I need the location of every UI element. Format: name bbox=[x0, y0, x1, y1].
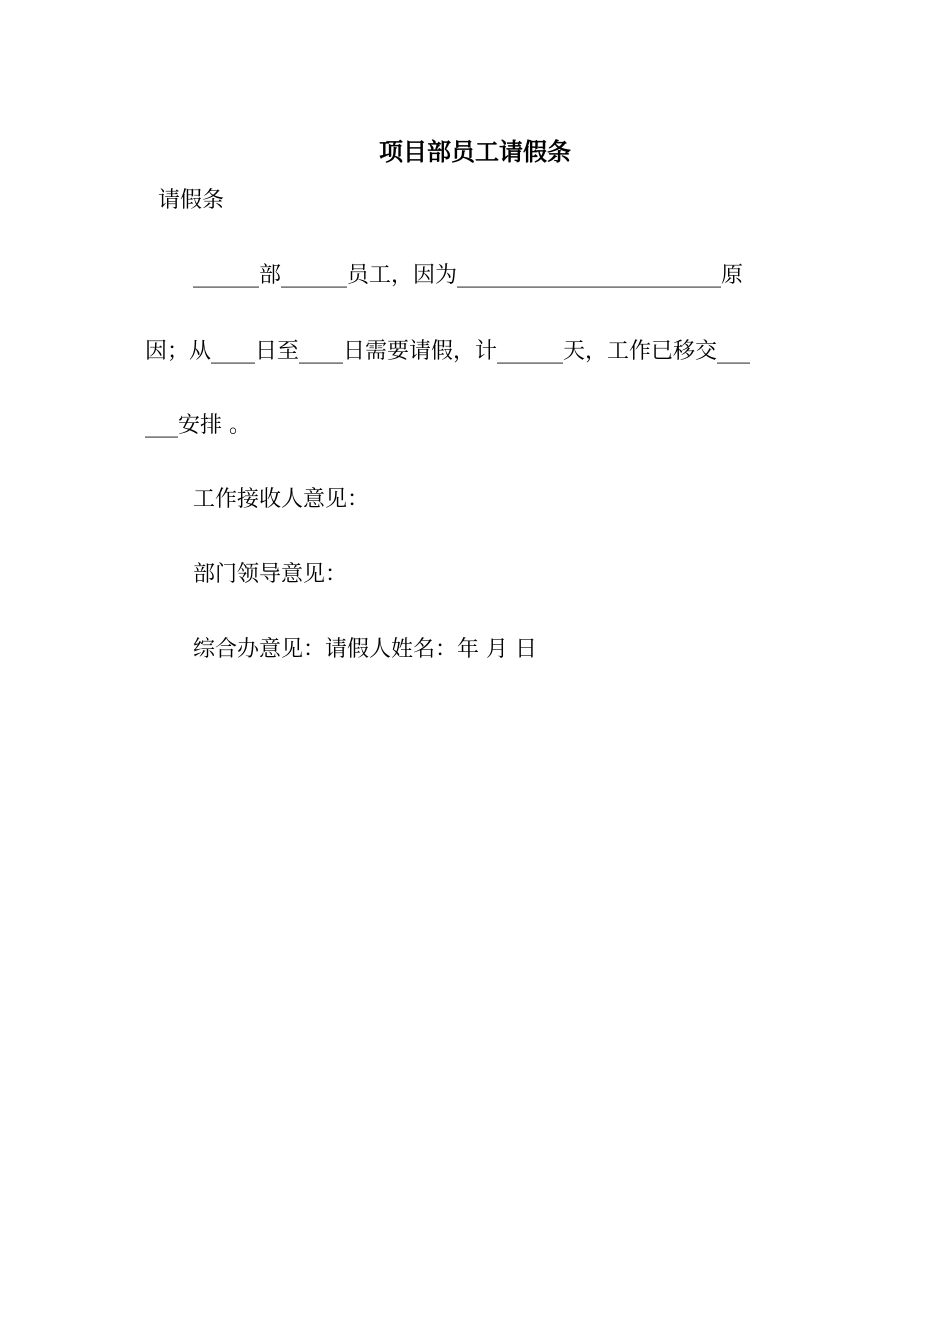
leave-request-body-line-2: 因；从____日至____日需要请假，计______天，工作已移交___ bbox=[145, 339, 751, 364]
general-office-opinion-label: 综合办意见：请假人姓名：年 月 日 bbox=[193, 637, 537, 662]
leave-request-body-line-1: ______部______员工，因为________________________原 bbox=[193, 263, 744, 288]
leave-request-body-line-3: ___安排 。 bbox=[145, 413, 251, 438]
form-subtitle: 请假条 bbox=[158, 188, 225, 213]
receiver-opinion-label: 工作接收人意见： bbox=[193, 487, 370, 512]
document-title: 项目部员工请假条 bbox=[379, 137, 571, 166]
department-leader-opinion-label: 部门领导意见： bbox=[193, 562, 348, 587]
